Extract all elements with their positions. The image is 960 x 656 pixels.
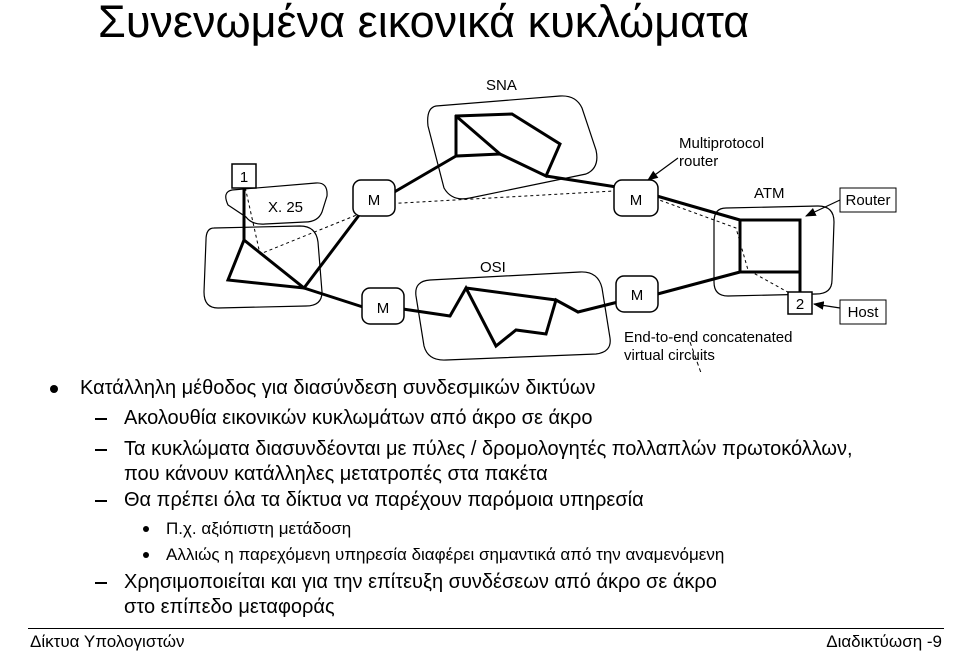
virtual-circuit-path (244, 182, 802, 300)
svg-text:M: M (630, 287, 644, 304)
sub-bullet-4-line2: στο επίπεδο μεταφοράς (124, 596, 335, 618)
subsub-bullet-dot (143, 526, 149, 532)
sub-bullet-dash (95, 582, 107, 584)
sub-bullet-3-text: Θα πρέπει όλα τα δίκτυα να παρέχουν παρόμοια υπηρεσία (124, 489, 644, 511)
endtoend-label-line1: End-to-end concatenated (624, 329, 793, 346)
footer-rule (28, 628, 944, 629)
footer-course-title: Δίκτυα Υπολογιστών (30, 632, 185, 651)
sub-bullet-2-line2: που κάνουν κατάλληλες μετατροπές στα πακέτα (124, 463, 548, 485)
host-2 (788, 292, 812, 314)
sna-label: SNA (486, 77, 517, 94)
sub-bullet-dash (95, 500, 107, 502)
svg-text:M: M (629, 192, 643, 209)
svg-text:M: M (367, 192, 381, 209)
host-callout (840, 300, 886, 324)
multiprotocol-label-line2: router (679, 153, 719, 170)
multiprotocol-arrow (648, 158, 678, 180)
x25-label: X. 25 (268, 199, 304, 216)
sub-bullet-1-text: Ακολουθία εικονικών κυκλωμάτων από άκρο σε άκρο (124, 407, 593, 429)
sna-network-cloud (428, 96, 597, 199)
sub-bullet-dash (95, 418, 107, 420)
router-arrow (806, 200, 840, 216)
atm-label: ATM (754, 185, 785, 202)
router-osi-atm (616, 276, 658, 312)
multiprotocol-label-line1: Multiprotocol (679, 135, 765, 152)
main-bullet-dot (50, 385, 58, 393)
subsub-bullet-1-text: Π.χ. αξιόπιστη μετάδοση (166, 519, 352, 538)
page-title: Συνενωμένα εικονικά κυκλώματα (98, 0, 750, 47)
subsub-bullet-2-text: Αλλιώς η παρεχόμενη υπηρεσία διαφέρει σημαντικά από την αναμενόμενη (166, 545, 725, 564)
subsub-bullet-dot (143, 552, 149, 558)
host-arrow (814, 304, 840, 308)
router-callout (840, 188, 896, 212)
svg-text:M: M (376, 300, 390, 317)
router-lan-osi (362, 288, 404, 324)
endtoend-label-line2: virtual circuits (624, 347, 715, 364)
sub-bullet-4-line1: Χρησιμοποιείται και για την επίτευξη συνδέσεων από άκρο σε άκρο (124, 571, 717, 593)
osi-label: OSI (480, 259, 506, 276)
router-x25-sna (353, 180, 395, 216)
sub-bullet-dash (95, 449, 107, 451)
footer-slide-number: Διαδικτύωση -9 (826, 632, 942, 651)
svg-text:2: 2 (795, 296, 805, 313)
host-1 (232, 164, 256, 188)
svg-text:Host: Host (847, 304, 879, 321)
svg-text:1: 1 (239, 169, 249, 186)
sub-bullet-2-line1: Τα κυκλώματα διασυνδέονται με πύλες / δρομολογητές πολλαπλών πρωτοκόλλων, (124, 438, 853, 460)
main-bullet-text: Κατάλληλη μέθοδος για διασύνδεση συνδεσμικών δικτύων (80, 377, 596, 399)
left-lan-cloud (204, 226, 322, 308)
router-sna-atm (614, 180, 658, 216)
svg-text:Router: Router (845, 192, 891, 209)
